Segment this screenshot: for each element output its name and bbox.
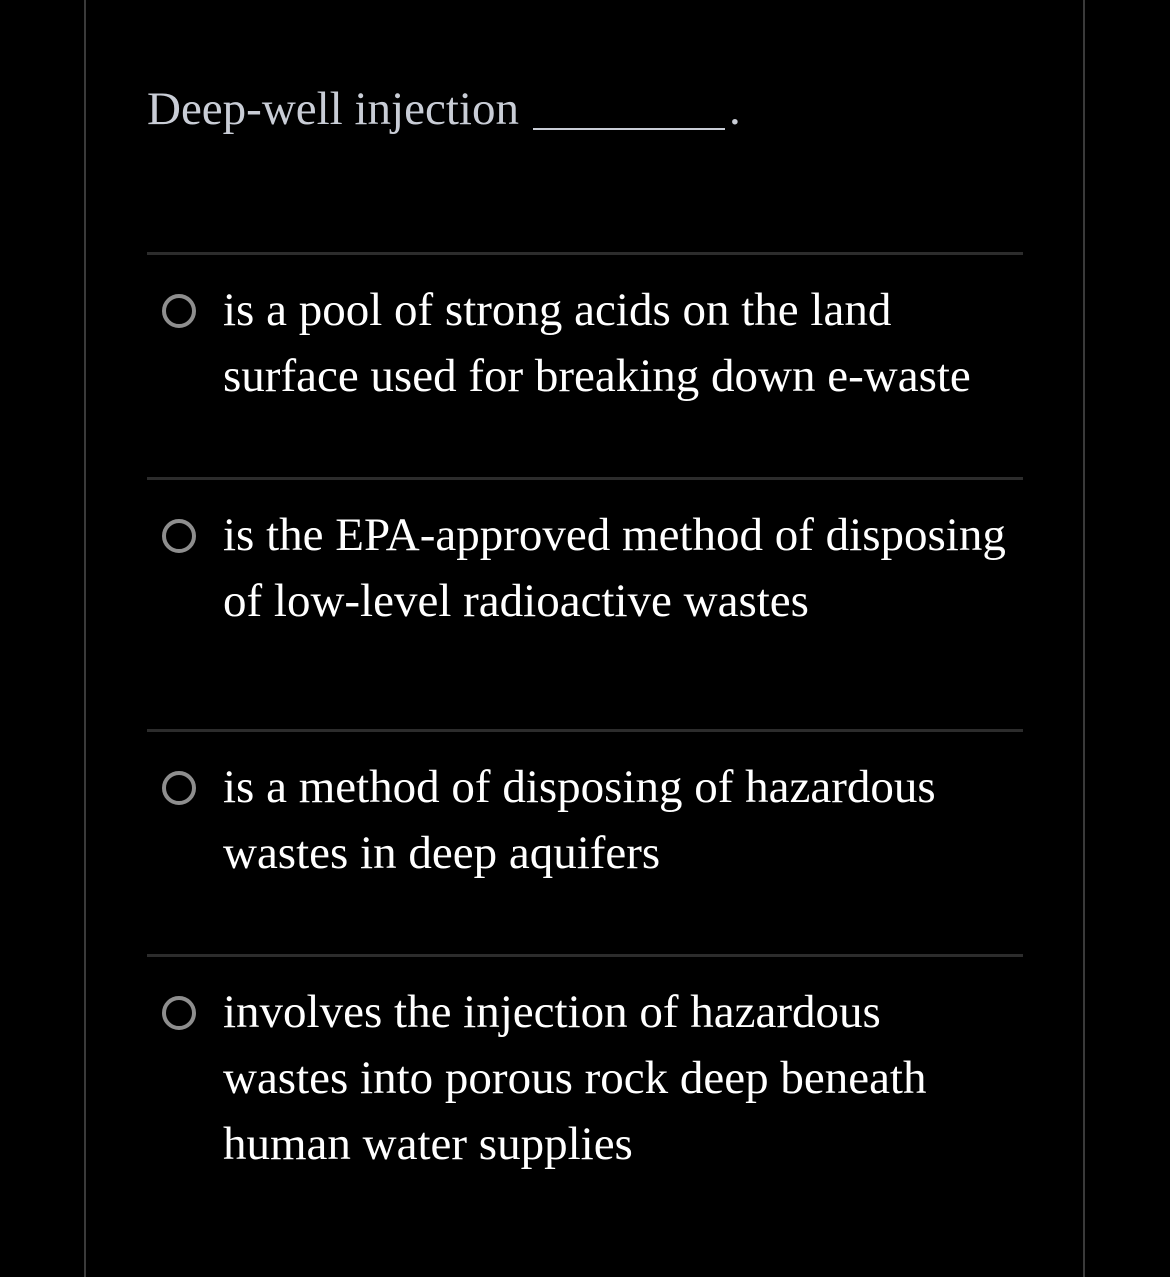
frame-left-border: [84, 0, 86, 1277]
option-divider: [147, 954, 1023, 957]
answer-option-label: involves the injection of hazardous wastes into porous rock deep beneath human water supplies: [223, 986, 927, 1170]
radio-button-icon[interactable]: [162, 294, 196, 328]
answer-option-2[interactable]: [147, 502, 1023, 702]
question-prompt: [147, 78, 1047, 140]
radio-button-icon[interactable]: [162, 996, 196, 1030]
radio-button-icon[interactable]: [162, 519, 196, 553]
frame-right-border: [1083, 0, 1085, 1277]
question-punctuation: .: [728, 83, 741, 135]
answer-option-label: is a pool of strong acids on the land surface used for breaking down e-waste: [223, 284, 971, 402]
radio-button-icon[interactable]: [162, 771, 196, 805]
option-divider: [147, 477, 1023, 480]
question-text: Deep-well injection: [147, 83, 519, 135]
answer-option-3[interactable]: [147, 754, 1023, 904]
option-divider: [147, 252, 1023, 255]
answer-option-1[interactable]: [147, 277, 1023, 427]
option-divider: [147, 729, 1023, 732]
answer-option-label: is a method of disposing of hazardous wastes in deep aquifers: [223, 761, 936, 879]
answer-option-label: is the EPA-approved method of disposing of low-level radioactive wastes: [223, 509, 1006, 627]
answer-option-4[interactable]: [147, 979, 1023, 1179]
answer-blank: [533, 128, 725, 130]
